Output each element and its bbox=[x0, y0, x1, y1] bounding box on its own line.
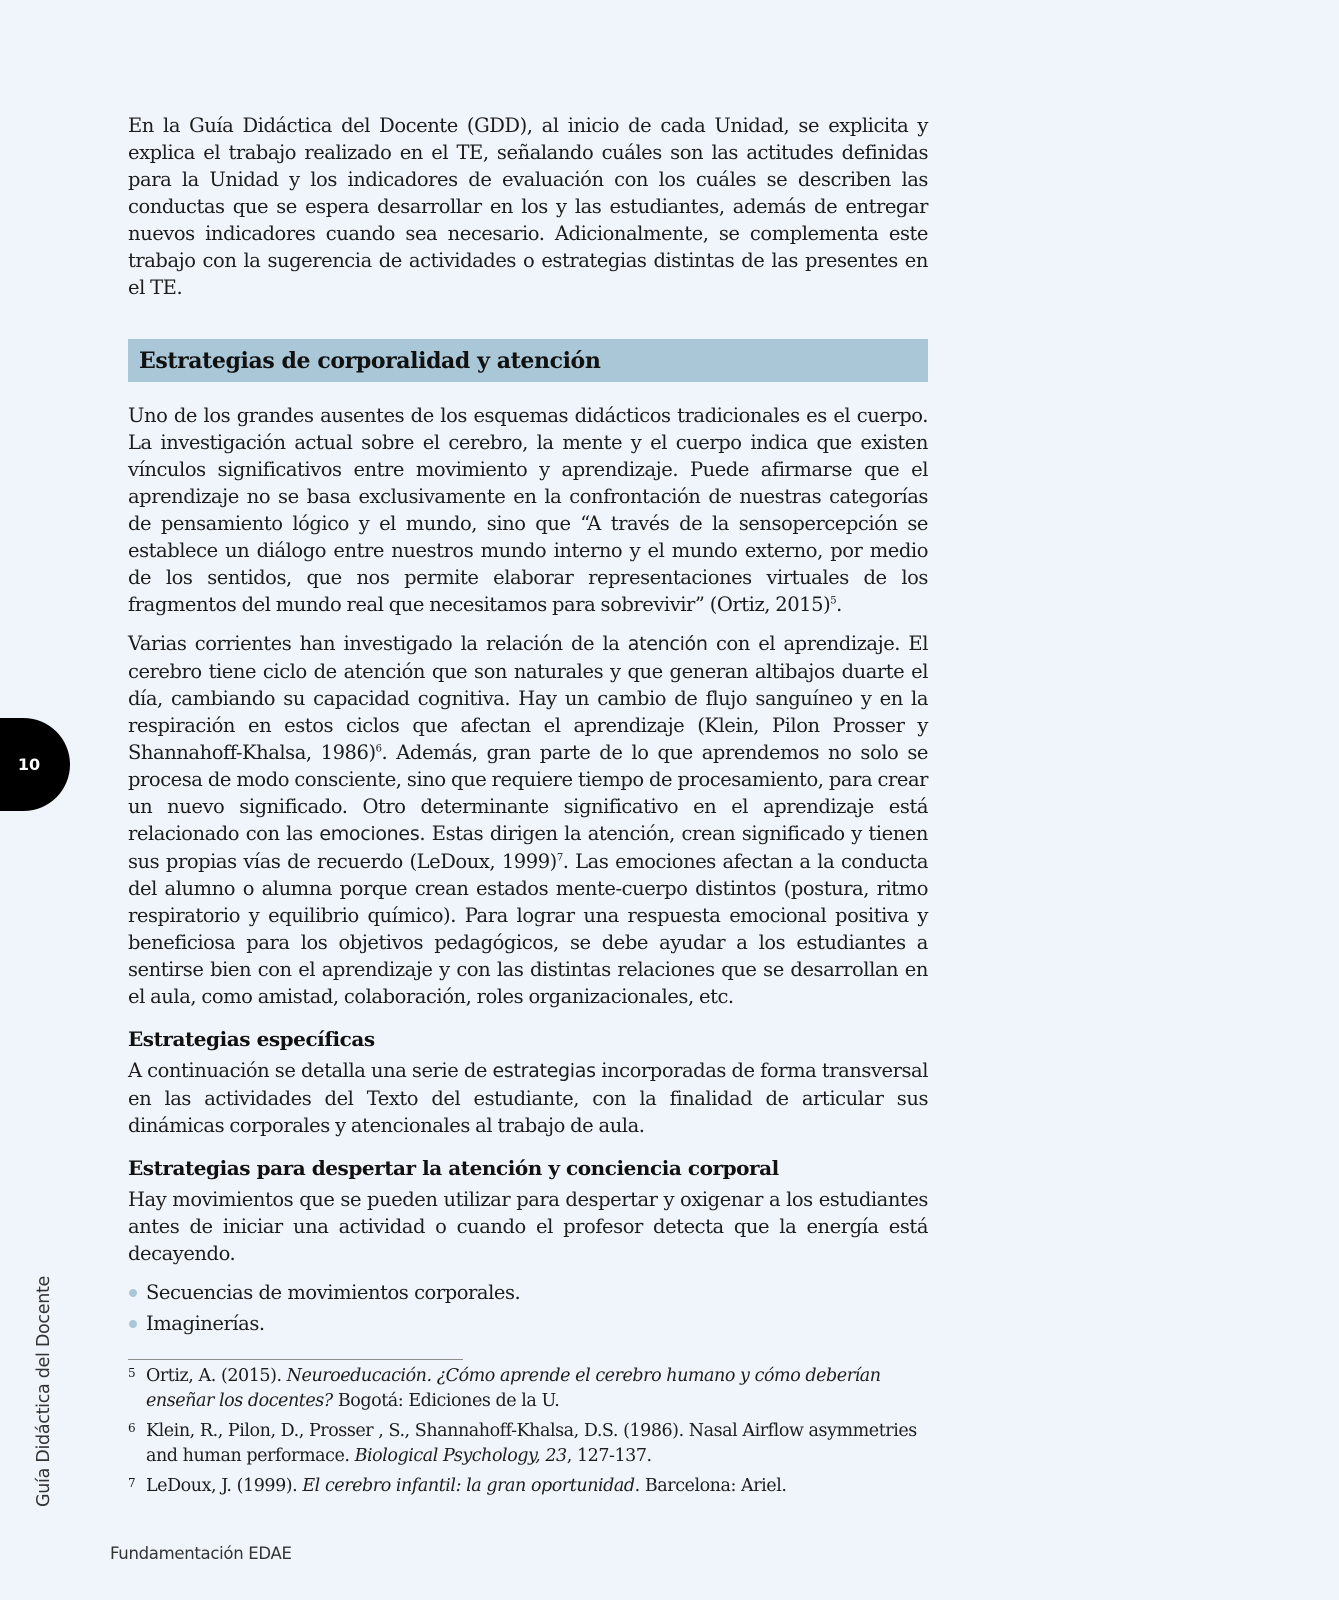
keyword-atencion: atención bbox=[627, 633, 708, 655]
list-item bbox=[128, 1308, 928, 1339]
footnote bbox=[128, 1419, 918, 1469]
page-number-tab bbox=[0, 718, 70, 811]
footnote-text-part: Klein, R., Pilon, D., Prosser , S., Shannahoff-Khalsa, D.S. (1986). Nasal Airflow asymmetries and human performace. bbox=[146, 1421, 917, 1466]
paragraph-text: Uno de los grandes ausentes de los esquemas didácticos tradicionales es el cuerpo. La investigación actual sobre el cerebro, la mente y el cuerpo indica que existen vínculos significativos entre movimiento y aprendizaje. Puede afirmarse que el aprendizaje no se basa exclusivamente en la confrontación de nuestras categorías de pensamiento lógico y el mundo, sino que “A través de la sensopercepción se establece un diálogo entre nuestros mundo interno y el mundo externo, por medio de los sentidos, que nos permite elaborar representaciones virtuales de los fragmentos del mundo real que necesitamos para sobrevivir” (Ortiz, 2015) bbox=[128, 404, 928, 616]
footnote-title: Biological Psychology, 23 bbox=[354, 1446, 567, 1466]
footnote-text-part: Ortiz, A. (2015). bbox=[146, 1366, 287, 1386]
footnote-text-part: Bogotá: Ediciones de la U. bbox=[332, 1391, 560, 1411]
paragraph-text: . Las emociones afectan a la conducta del alumno o alumna porque crean estados mente-cuerpo distintos (postura, ritmo respiratorio y equilibrio químico). Para lograr una respuesta emocional positiva y beneficiosa para los objetivos pedagógicos, se debe ayudar a los estudiantes a sentirse bien con el aprendizaje y con las distintas relaciones que se desarrollan en el aula, como amistad, colaboración, roles organizacionales, etc. bbox=[128, 850, 928, 1008]
footnote-number: 5 bbox=[128, 1366, 136, 1380]
footnote-text bbox=[146, 1474, 786, 1499]
footnote-title: Neuroeducación. ¿Cómo aprende el cerebro humano y cómo deberían enseñar los docentes? bbox=[146, 1366, 881, 1411]
list-item bbox=[128, 1277, 928, 1308]
footnote bbox=[128, 1364, 918, 1414]
bullet-list bbox=[128, 1277, 928, 1339]
paragraph-text: incorporadas de forma transversal en las actividades del Texto del estudiante, con la finalidad de articular sus dinámicas corporales y atencionales al trabajo de aula. bbox=[128, 1059, 928, 1137]
footnote-title: El cerebro infantil: la gran oportunidad bbox=[302, 1476, 635, 1496]
paragraph-text: . Estas dirigen la atención, crean significado y tienen sus propias vías de recuerdo (LeDoux, 1999) bbox=[128, 822, 929, 873]
footnote-ref-5: 5 bbox=[830, 595, 837, 607]
footnotes bbox=[128, 1364, 918, 1504]
footnote-text bbox=[146, 1364, 918, 1414]
list-item-text: Secuencias de movimientos corporales. bbox=[146, 1281, 521, 1304]
footnote-text bbox=[146, 1419, 918, 1469]
paragraph-attention bbox=[128, 630, 928, 1010]
section-header-bar bbox=[128, 339, 928, 382]
main-content bbox=[128, 112, 928, 1339]
section-title: Estrategias de corporalidad y atención bbox=[139, 347, 601, 374]
paragraph-specific-strategies bbox=[128, 1057, 928, 1139]
subheading-specific-strategies: Estrategias específicas bbox=[128, 1027, 375, 1051]
subheading-awaken-attention: Estrategias para despertar la atención y conciencia corporal bbox=[128, 1156, 779, 1180]
footnote-text-part: . Barcelona: Ariel. bbox=[634, 1476, 787, 1496]
footnote-number: 6 bbox=[128, 1421, 136, 1435]
footnote-ref-7: 7 bbox=[556, 852, 563, 864]
paragraph-awaken-attention: Hay movimientos que se pueden utilizar para despertar y oxigenar a los estudiantes antes de iniciar una actividad o cuando el profesor detecta que la energía está decayendo. bbox=[128, 1188, 928, 1265]
footnote bbox=[128, 1474, 918, 1499]
intro-paragraph: En la Guía Didáctica del Docente (GDD), al inicio de cada Unidad, se explicita y explica el trabajo realizado en el TE, señalando cuáles son las actitudes definidas para la Unidad y los indicadores de evaluación con los cuáles se describen las conductas que se espera desarrollar en los y las estudiantes, además de entregar nuevos indicadores cuando sea necesario. Adicionalmente, se complementa este trabajo con la sugerencia de actividades o estrategias distintas de las presentes en el TE. bbox=[128, 114, 928, 299]
keyword-emociones: emociones bbox=[319, 823, 420, 845]
paragraph-text: Varias corrientes han investigado la relación de la bbox=[128, 632, 628, 655]
footnote-text-part: , 127-137. bbox=[566, 1446, 652, 1466]
footnote-number: 7 bbox=[128, 1476, 136, 1490]
bullet-dot-icon bbox=[129, 1320, 137, 1328]
keyword-estrategias: estrategias bbox=[492, 1060, 596, 1082]
footnote-divider bbox=[128, 1359, 463, 1360]
footnote-text-part: LeDoux, J. (1999). bbox=[146, 1476, 303, 1496]
paragraph-body bbox=[128, 402, 928, 618]
page-footer: Fundamentación EDAE bbox=[110, 1544, 292, 1563]
footnote-ref-6: 6 bbox=[375, 743, 382, 755]
side-title: Guía Didáctica del Docente bbox=[34, 1275, 54, 1507]
paragraph-end: . bbox=[836, 593, 842, 616]
bullet-dot-icon bbox=[129, 1289, 137, 1297]
paragraph-text: . Además, gran parte de lo que aprendemos no solo se procesa de modo consciente, sino que requiere tiempo de procesamiento, para crear un nuevo significado. Otro determinante significativo en el aprendizaje está relacionado con las bbox=[128, 741, 928, 845]
paragraph-text: con el aprendizaje. El cerebro tiene ciclo de atención que son naturales y que generan altibajos duarte el día, cambiando su capacidad cognitiva. Hay un cambio de flujo sanguíneo y en la respiración en estos ciclos que afectan el aprendizaje (Klein, Pilon Prosser y Shannahoff-Khalsa, 1986) bbox=[128, 632, 928, 764]
paragraph-text: A continuación se detalla una serie de bbox=[128, 1059, 493, 1082]
list-item-text: Imaginerías. bbox=[146, 1312, 265, 1335]
page-number: 10 bbox=[17, 755, 41, 774]
